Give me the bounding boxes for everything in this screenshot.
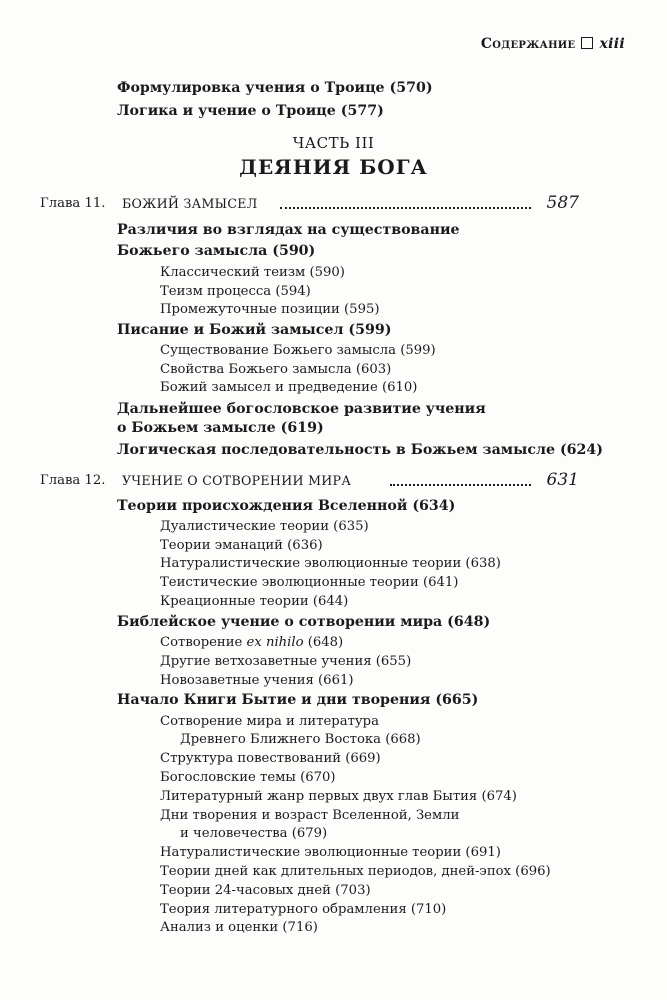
toc-subsection[interactable]: Теории 24-часовых дней (703) bbox=[160, 883, 371, 898]
running-head bbox=[481, 36, 625, 52]
chapter-label: Глава 12. bbox=[40, 473, 106, 488]
toc-subsection[interactable]: Дни творения и возраст Вселенной, Земли bbox=[160, 808, 460, 823]
toc-subsection[interactable]: Дуалистические теории (635) bbox=[160, 519, 369, 534]
toc-subsection[interactable]: Свойства Божьего замысла (603) bbox=[160, 362, 392, 377]
toc-section[interactable]: Писание и Божий замысел (599) bbox=[117, 322, 392, 338]
toc-subsection[interactable]: Теории дней как длительных периодов, дней-эпох (696) bbox=[160, 864, 551, 879]
toc-section[interactable]: Формулировка учения о Троице (570) bbox=[117, 80, 433, 96]
chapter-page: 587 bbox=[546, 193, 579, 213]
toc-chapter-11[interactable] bbox=[40, 193, 579, 215]
subsection-page: (648) bbox=[303, 635, 344, 650]
toc-subsection[interactable]: Существование Божьего замысла (599) bbox=[160, 343, 436, 358]
toc-section[interactable]: Начало Книги Бытие и дни творения (665) bbox=[117, 692, 479, 708]
toc-subsection[interactable]: Промежуточные позиции (595) bbox=[160, 302, 380, 317]
toc-section[interactable]: Логика и учение о Троице (577) bbox=[117, 103, 384, 119]
toc-subsection[interactable]: Теистические эволюционные теории (641) bbox=[160, 575, 459, 590]
toc-subsection[interactable]: Теизм процесса (594) bbox=[160, 284, 311, 299]
toc-subsection[interactable]: Натуралистические эволюционные теории (638) bbox=[160, 556, 501, 571]
toc-section-continued[interactable]: о Божьем замысле (619) bbox=[117, 420, 324, 436]
toc-subsection[interactable]: Литературный жанр первых двух глав Бытия (674) bbox=[160, 789, 517, 804]
square-ornament-icon bbox=[581, 37, 593, 49]
toc-section[interactable]: Логическая последовательность в Божьем замысле (624) bbox=[117, 442, 603, 458]
toc-subsection[interactable]: Анализ и оценки (716) bbox=[160, 920, 318, 935]
toc-subsection[interactable]: Структура повествований (669) bbox=[160, 751, 381, 766]
latin-phrase: ex nihilo bbox=[246, 635, 304, 650]
toc-subsection[interactable] bbox=[160, 635, 343, 650]
toc-subsection[interactable]: Теория литературного обрамления (710) bbox=[160, 902, 447, 917]
running-head-title: Содержание bbox=[480, 36, 576, 52]
chapter-label: Глава 11. bbox=[40, 196, 106, 211]
toc-section-continued[interactable]: Божьего замысла (590) bbox=[117, 243, 316, 259]
chapter-title: УЧЕНИЕ О СОТВОРЕНИИ МИРА bbox=[122, 473, 352, 488]
toc-subsection[interactable]: Божий замысел и предведение (610) bbox=[160, 380, 418, 395]
toc-subsection[interactable]: Новозаветные учения (661) bbox=[160, 673, 354, 688]
toc-section[interactable]: Дальнейшее богословское развитие учения bbox=[117, 401, 486, 417]
toc-chapter-12[interactable] bbox=[40, 470, 579, 492]
chapter-page: 631 bbox=[546, 470, 579, 490]
subsection-text: Сотворение bbox=[160, 635, 247, 650]
toc-subsection-continued[interactable]: и человечества (679) bbox=[180, 826, 328, 841]
part-title: ДЕЯНИЯ БОГА bbox=[239, 155, 428, 179]
chapter-title: БОЖИЙ ЗАМЫСЕЛ bbox=[122, 196, 258, 211]
part-label: ЧАСТЬ III bbox=[292, 134, 375, 152]
toc-section[interactable]: Теории происхождения Вселенной (634) bbox=[117, 498, 456, 514]
toc-subsection[interactable]: Богословские темы (670) bbox=[160, 770, 336, 785]
toc-subsection-continued[interactable]: Древнего Ближнего Востока (668) bbox=[180, 732, 421, 747]
toc-section[interactable]: Библейское учение о сотворении мира (648) bbox=[117, 614, 491, 630]
running-head-page: xiii bbox=[599, 36, 625, 52]
toc-subsection[interactable]: Другие ветхозаветные учения (655) bbox=[160, 654, 412, 669]
toc-subsection[interactable]: Классический теизм (590) bbox=[160, 265, 345, 280]
toc-section[interactable]: Различия во взглядах на существование bbox=[117, 222, 460, 238]
toc-subsection[interactable]: Креационные теории (644) bbox=[160, 594, 349, 609]
toc-subsection[interactable]: Теории эманаций (636) bbox=[160, 538, 323, 553]
toc-subsection[interactable]: Натуралистические эволюционные теории (691) bbox=[160, 845, 501, 860]
dot-leader bbox=[390, 484, 531, 486]
dot-leader bbox=[280, 207, 531, 209]
toc-subsection[interactable]: Сотворение мира и литература bbox=[160, 714, 379, 729]
